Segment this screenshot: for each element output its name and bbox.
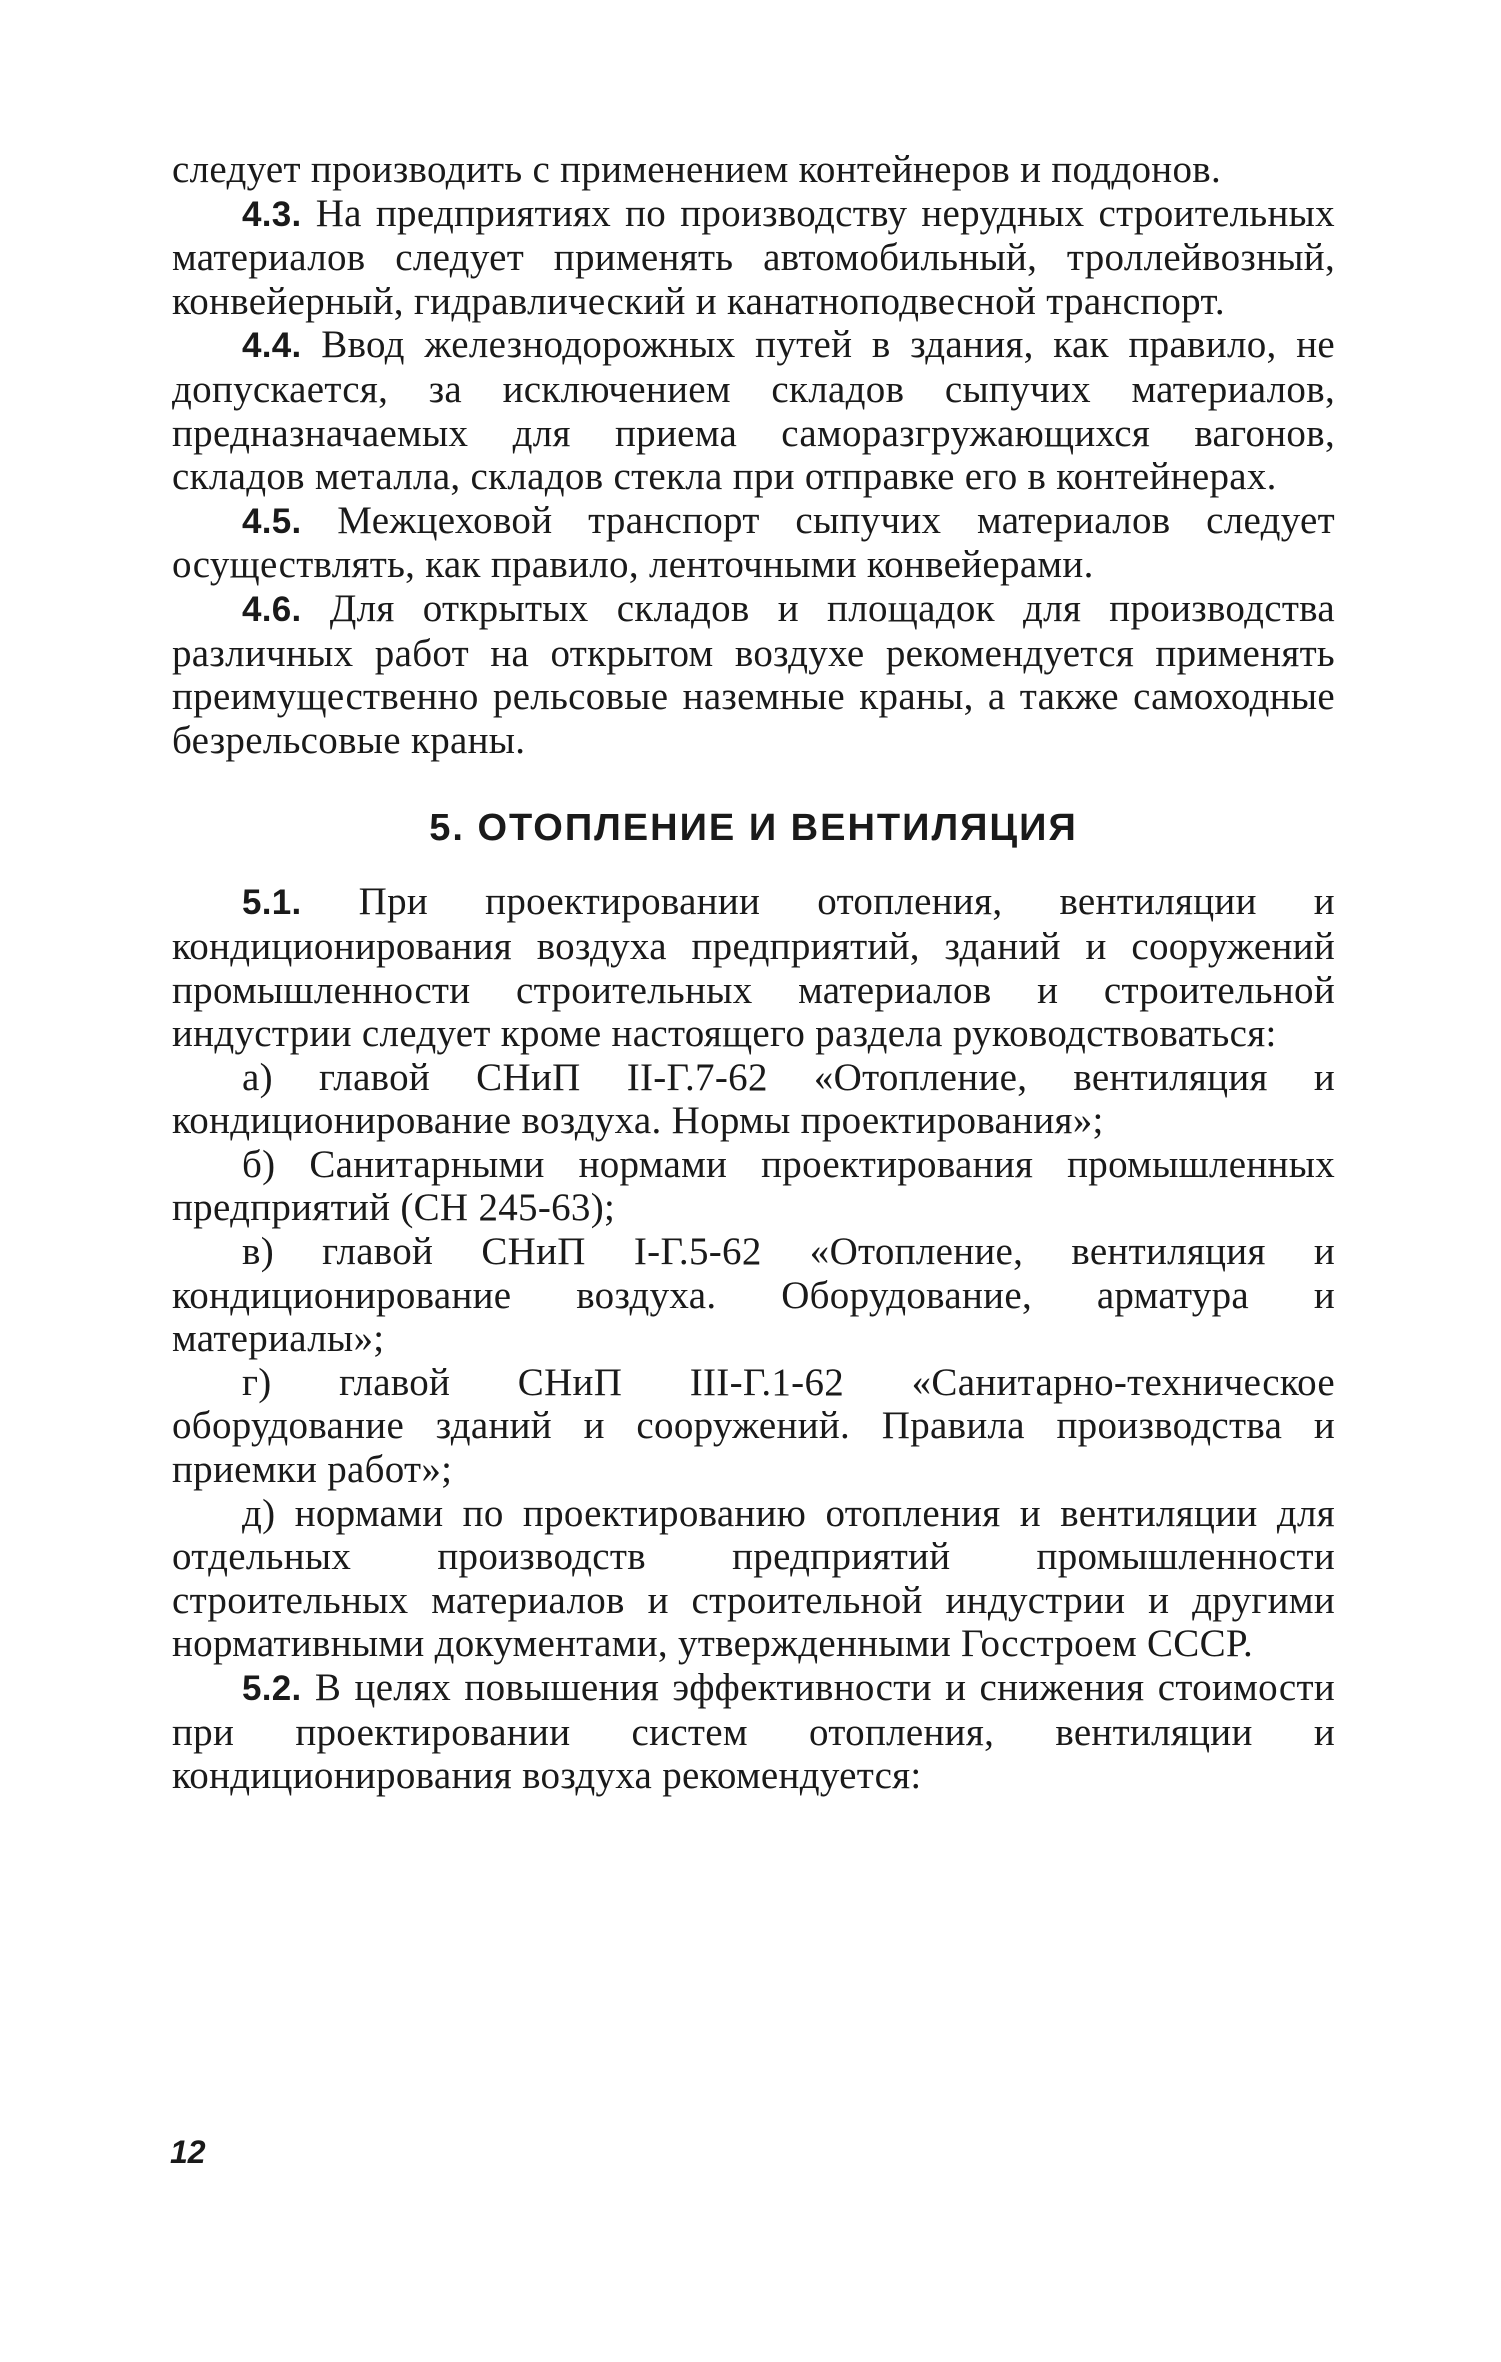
clause-4-3 [172,192,1335,324]
clause-4-4 [172,323,1335,498]
page-number: 12 [170,2134,206,2170]
continuation-paragraph: следует производить с применением контейнеров и поддонов. [172,148,1222,191]
clause-number: 4.6. [242,589,302,629]
clause-number: 5.2. [242,1669,302,1708]
clause-text: В целях повышения эффективности и снижения стоимости при проектировании систем отопления, вентиляции и кондиционирования воздуха рекомендуется: [172,1666,1335,1798]
clause-number: 4.4. [242,326,302,366]
clause-text: На предприятиях по производству нерудных строительных материалов следует применять автомобильный, троллейвозный, конвейерный, гидравлический и канатноподвесной транспорт. [172,191,1335,323]
clause-text: Межцеховой транспорт сыпучих материалов следует осуществлять, как правило, ленточными конвейерами. [172,498,1335,587]
clause-4-5 [172,499,1335,587]
list-item-b: б) Санитарными нормами проектирования промышленных предприятий (СН 245-63); [172,1142,1335,1230]
list-item-a: а) главой СНиП II-Г.7-62 «Отопление, вентиляция и кондиционирование воздуха. Нормы проектирования»; [172,1055,1335,1143]
clause-number: 4.3. [242,194,302,234]
clause-number: 5.1. [242,883,302,923]
clause-5-2 [172,1666,1335,1798]
clause-text: Для открытых складов и площадок для производства различных работ на открытом воздухе рекомендуется применять преимущественно рельсовые наземные краны, а также самоходные безрельсовые краны. [172,586,1335,762]
document-page [172,148,1335,1798]
list-item-d: д) нормами по проектированию отопления и вентиляции для отдельных производств предприятий промышленности строительных материалов и строительной индустрии и другими нормативными документами, утвержденными Госстроем СССР. [172,1491,1335,1666]
section-heading: 5. ОТОПЛЕНИЕ И ВЕНТИЛЯЦИЯ [429,807,1078,850]
clause-number: 4.5. [242,501,302,541]
list-item-g: г) главой СНиП III-Г.1-62 «Санитарно-техническое оборудование зданий и сооружений. Правила производства и приемки работ»; [172,1360,1335,1492]
clause-text: Ввод железнодорожных путей в здания, как правило, не допускается, за исключением складов сыпучих материалов, предназначаемых для приема саморазгружающихся вагонов, складов металла, складов стекла при отправке его в контейнерах. [172,323,1335,499]
clause-4-6 [172,587,1335,762]
clause-5-1 [172,880,1335,1055]
clause-text: При проектировании отопления, вентиляции и кондиционирования воздуха предприятий, зданий и сооружений промышленности строительных материалов и строительной индустрии следует кроме настоящего раздела руководствоваться: [172,880,1335,1056]
list-item-v: в) главой СНиП I-Г.5-62 «Отопление, вентиляция и кондиционирование воздуха. Оборудование, арматура и материалы»; [172,1230,1335,1361]
